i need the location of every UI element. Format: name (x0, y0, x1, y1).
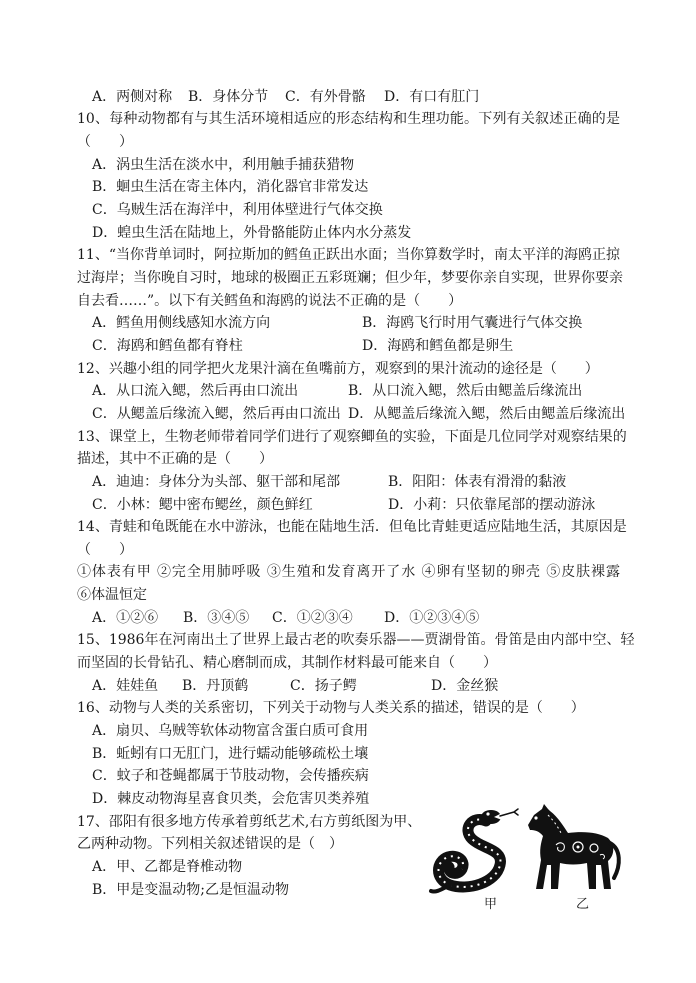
question-17-option-b: B．甲是变温动物;乙是恒温动物 (92, 881, 290, 898)
figure-label-a: 甲 (484, 897, 498, 912)
question-15-option-b: B．丹顶鹤 (182, 677, 249, 694)
question-13-stem-line-2: 描述，其中不正确的是（ ） (77, 451, 273, 468)
question-15-stem-line-2: 而坚固的长骨钻孔、精心磨制而成，其制作材料最可能来自（ ） (77, 655, 497, 672)
question-11-stem: 11、“当你背单词时，阿拉斯加的鳕鱼正跃出水面；当你算数学时，南太平洋的海鸥正掠 (77, 247, 620, 264)
question-11-option-d: D．海鸥和鳕鱼都是卵生 (362, 337, 514, 354)
question-14-option-a: A．①②⑥ (92, 609, 159, 626)
figure-label-b: 乙 (576, 897, 590, 912)
question-10-option-b: B．蛔虫生活在寄主体内，消化器官非常发达 (92, 179, 369, 196)
question-16-option-c: C．蚊子和苍蝇都属于节肢动物，会传播疾病 (92, 768, 369, 785)
question-15-option-a: A．娃娃鱼 (92, 677, 159, 694)
question-11-option-c: C．海鸥和鳕鱼都有脊柱 (92, 337, 243, 354)
option-d: D．有口有肛门 (384, 88, 480, 105)
question-14-option-b: B．③④⑤ (183, 609, 250, 626)
question-13-option-b: B．阳阳：体表有滑滑的黏液 (388, 473, 567, 490)
question-16-stem: 16、动物与人类的关系密切，下列关于动物与人类关系的描述，错误的是（ ） (77, 700, 585, 717)
paper-cut-horse-icon (528, 804, 619, 889)
option-b: B．身体分节 (188, 88, 269, 105)
question-12-option-d: D．从鳃盖后缘流入鳃，然后由鳃盖后缘流出 (348, 405, 626, 422)
question-17-option-a: A．甲、乙都是脊椎动物 (92, 859, 243, 875)
paper-cut-figure (428, 803, 623, 898)
question-16-option-b: B．蚯蚓有口无肛门，进行蠕动能够疏松土壤 (92, 745, 369, 762)
question-13-stem: 13、课堂上，生物老师带着同学们进行了观察鲫鱼的实验，下面是几位同学对观察结果的 (77, 428, 627, 445)
question-13-option-c: C．小林：鳃中密布鳃丝，颜色鲜红 (92, 496, 313, 513)
question-11-stem-line-3: 自去看……”。以下有关鳕鱼和海鸥的说法不正确的是（ ） (77, 292, 463, 309)
question-17-stem: 17、邵阳有很多地方传承着剪纸艺术,右方剪纸图为甲、 (77, 813, 422, 830)
question-10-option-d: D．蝗虫生活在陆地上，外骨骼能防止体内水分蒸发 (92, 224, 412, 241)
question-10-answer-blank: （ ） (77, 134, 133, 150)
question-12-option-a: A．从口流入鳃，然后再由口流出 (92, 383, 299, 400)
question-14-statements: ①体表有甲 ②完全用肺呼吸 ③生殖和发育离开了水 ④卵有坚韧的卵壳 ⑤皮肤裸露 (77, 564, 620, 581)
question-10-option-a: A．涡虫生活在淡水中，利用触手捕获猎物 (92, 156, 355, 173)
option-c: C．有外骨骼 (285, 88, 366, 105)
question-13-option-d: D．小莉：只依靠尾部的摆动游泳 (388, 496, 596, 513)
question-15-stem: 15、1986年在河南出土了世界上最古老的吹奏乐器——贾湖骨笛。骨笛是由内部中空、轻 (77, 632, 635, 649)
option-a: A．两侧对称 (92, 88, 173, 105)
question-11-option-a: A．鳕鱼用侧线感知水流方向 (92, 315, 271, 332)
question-14-statements-line-2: ⑥体温恒定 (77, 587, 147, 604)
prev-question-options (77, 86, 620, 109)
question-column (77, 86, 635, 902)
paper-cut-snake-icon (431, 809, 518, 892)
question-12-option-c: C．从鳃盖后缘流入鳃，然后再由口流出 (92, 405, 341, 422)
question-12-option-b: B．从口流入鳃，然后由鳃盖后缘流出 (348, 383, 583, 400)
question-12-stem: 12、兴趣小组的同学把火龙果汁滴在鱼嘴前方，观察到的果汁流动的途径是（ ） (77, 360, 599, 377)
question-15-option-d: D．金丝猴 (431, 677, 499, 694)
question-14-option-d: D．①②③④⑤ (384, 609, 480, 626)
question-16-option-d: D．棘皮动物海星喜食贝类，会危害贝类养殖 (92, 791, 370, 808)
question-10-option-c: C．乌贼生活在海洋中，利用体壁进行气体交换 (92, 201, 383, 218)
question-14-stem: 14、青蛙和龟既能在水中游泳，也能在陆地生活．但龟比青蛙更适应陆地生活，其原因是 (77, 519, 627, 536)
question-11-stem-line-2: 过海岸；当你晚自习时，地球的极圈正五彩斑斓；但少年，梦要你亲自实现，世界你要亲 (77, 269, 623, 286)
question-17-stem-line-2: 乙两种动物。下列相关叙述错误的是（ ） (77, 836, 343, 853)
question-13-option-a: A．迪迪：身体分为头部、躯干部和尾部 (92, 473, 341, 490)
question-10-stem: 10、每种动物都有与其生活环境相适应的形态结构和生理功能。下列有关叙述正确的是 (77, 111, 620, 128)
question-15-option-c: C．扬子鳄 (290, 677, 357, 694)
question-14-option-c: C．①②③④ (272, 609, 353, 626)
question-16-option-a: A．扇贝、乌贼等软体动物富含蛋白质可食用 (92, 723, 369, 740)
question-14-answer-blank: （ ） (77, 541, 133, 558)
question-11-option-b: B．海鸥飞行时用气囊进行气体交换 (362, 315, 583, 332)
